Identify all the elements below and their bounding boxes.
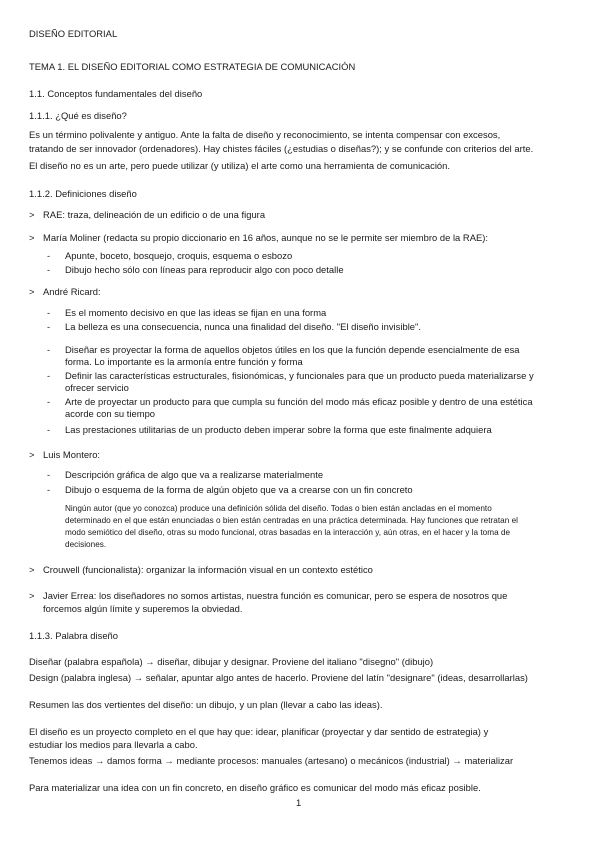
- paragraph-line: Tenemos ideas → damos forma → mediante procesos: manuales (artesano) o mecánicos (industrial) → materializar: [29, 755, 514, 766]
- definition-ricard: André Ricard:: [43, 286, 101, 297]
- list-item-continuation: ofrecer servicio: [65, 382, 129, 393]
- paragraph-line: Es un término polivalente y antiguo. Ante la falta de diseño y reconocimiento, se intenta compensar con excesos,: [29, 129, 501, 140]
- list-item-continuation: forma. Lo importante es la armonía entre función y forma: [65, 356, 303, 367]
- page-number: 1: [296, 797, 302, 808]
- list-item: Las prestaciones utilitarias de un producto deben imperar sobre la forma que este finalmente adquiera: [65, 424, 492, 435]
- section-heading-1-1-1: 1.1.1. ¿Qué es diseño?: [29, 110, 127, 121]
- section-heading-1-1: 1.1. Conceptos fundamentales del diseño: [29, 88, 203, 99]
- paragraph-line: Para materializar una idea con un fin concreto, en diseño gráfico es comunicar del modo más eficaz posible.: [29, 782, 481, 793]
- section-heading-1-1-2: 1.1.2. Definiciones diseño: [29, 188, 137, 199]
- bullet-marker: >: [29, 209, 35, 220]
- definition-errea: Javier Errea: los diseñadores no somos artistas, nuestra función es comunicar, pero se espera de nosotros que: [43, 590, 508, 601]
- paragraph-line: El diseño es un proyecto completo en el que hay que: idear, planificar (proyectar y dar sentido de estrategia) y: [29, 726, 489, 737]
- quote-line: determinado en el que están enunciadas o bien están centradas en una práctica determinada. Hay funciones que retratan el: [65, 516, 519, 525]
- dash-marker: -: [47, 484, 51, 495]
- dash-marker: -: [47, 344, 51, 355]
- definition-crouwell: Crouwell (funcionalista): organizar la información visual en un contexto estético: [43, 564, 373, 575]
- dash-marker: -: [47, 396, 51, 407]
- paragraph-line: Diseñar (palabra española) → diseñar, dibujar y designar. Proviene del italiano "disegno" (dibujo): [29, 656, 434, 667]
- quote-line: Ningún autor (que yo conozca) produce una definición sólida del diseño. Todas o bien están ancladas en el momento: [65, 504, 492, 513]
- dash-marker: -: [47, 307, 51, 318]
- bullet-marker: >: [29, 286, 35, 297]
- dash-marker: -: [47, 370, 51, 381]
- definition-montero: Luis Montero:: [43, 449, 101, 460]
- list-item: Diseñar es proyectar la forma de aquellos objetos útiles en los que la función depende esencialmente de esa: [65, 344, 520, 355]
- quote-line: decisiones.: [65, 540, 107, 549]
- list-item: Dibujo o esquema de la forma de algún objeto que va a crearse con un fin concreto: [65, 484, 413, 495]
- list-item: Arte de proyectar un producto para que cumpla su función del modo más eficaz posible y dentro de una estética: [65, 396, 533, 407]
- list-item: La belleza es una consecuencia, nunca una finalidad del diseño. "El diseño invisible".: [65, 321, 422, 332]
- dash-marker: -: [47, 469, 51, 480]
- list-item-continuation: acorde con su tiempo: [65, 408, 156, 419]
- list-item: Apunte, boceto, bosquejo, croquis, esquema o esbozo: [65, 250, 293, 261]
- definition-errea-continuation: forcemos algún límite y superemos la obviedad.: [43, 603, 243, 614]
- dash-marker: -: [47, 321, 51, 332]
- list-item: Es el momento decisivo en que las ideas se fijan en una forma: [65, 307, 327, 318]
- list-item: Definir las características estructurales, fisionómicas, y funcionales para que un producto pueda materializarse y: [65, 370, 534, 381]
- list-item: Dibujo hecho sólo con líneas para reproducir algo con poco detalle: [65, 264, 344, 275]
- dash-marker: -: [47, 250, 51, 261]
- section-heading-1-1-3: 1.1.3. Palabra diseño: [29, 630, 119, 641]
- chapter-heading: TEMA 1. EL DISEÑO EDITORIAL COMO ESTRATEGIA DE COMUNICACIÓN: [29, 61, 356, 72]
- document-title: DISEÑO EDITORIAL: [29, 28, 118, 39]
- bullet-marker: >: [29, 564, 35, 575]
- bullet-marker: >: [29, 232, 35, 243]
- quote-line: modo semiótico del diseño, otras su modo funcional, otras basadas en la interacción y, aún otras, en el hacer y la toma de: [65, 528, 511, 537]
- paragraph-line: Design (palabra inglesa) → señalar, apuntar algo antes de hacerlo. Proviene del latín "designare" (ideas, desarrollarlas): [29, 672, 528, 683]
- paragraph-line: El diseño no es un arte, pero puede utilizar (y utiliza) el arte como una herramienta de comunicación.: [29, 160, 451, 171]
- paragraph-line: Resumen las dos vertientes del diseño: un dibujo, y un plan (llevar a cabo las ideas).: [29, 699, 383, 710]
- bullet-marker: >: [29, 590, 35, 601]
- dash-marker: -: [47, 424, 51, 435]
- paragraph-line: tratando de ser innovador (ordenadores). Hay chistes fáciles (¿estudias o diseñas?); y se confunde con criterios del arte.: [29, 143, 534, 154]
- paragraph-line: estudiar los medios para llevarla a cabo.: [29, 739, 198, 750]
- list-item: Descripción gráfica de algo que va a realizarse materialmente: [65, 469, 324, 480]
- bullet-marker: >: [29, 449, 35, 460]
- definition-moliner: María Moliner (redacta su propio diccionario en 16 años, aunque no se le permite ser miembro de la RAE):: [43, 232, 489, 243]
- dash-marker: -: [47, 264, 51, 275]
- definition-rae: RAE: traza, delineación de un edificio o de una figura: [43, 209, 266, 220]
